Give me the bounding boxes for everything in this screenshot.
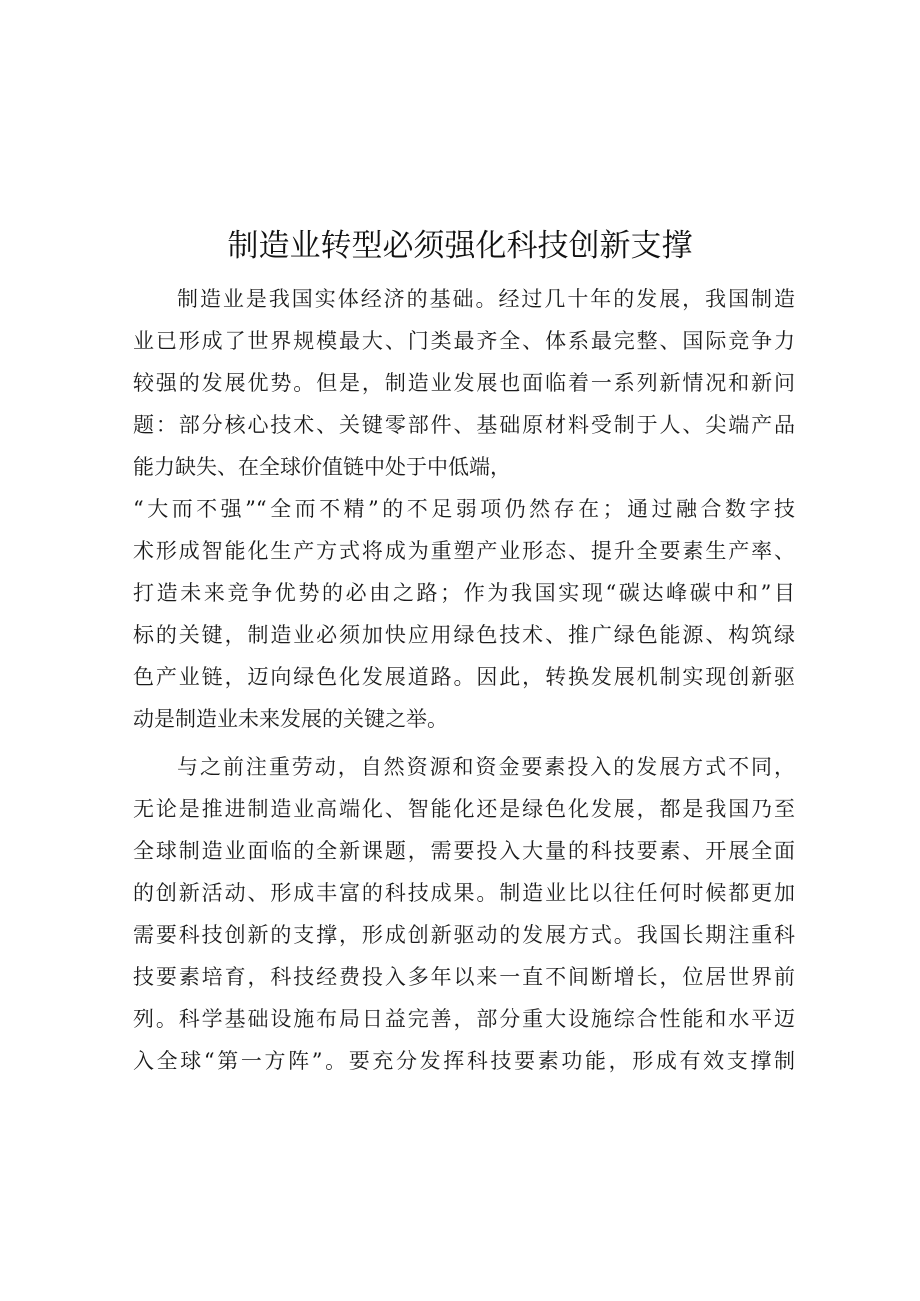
- paragraph-1: [133, 278, 795, 740]
- paragraph-line: “大而不强”“全而不精”的不足弱项仍然存在；通过融合数字技: [133, 497, 795, 521]
- paragraph-line: 与之前注重劳动，自然资源和资金要素投入的发展方式不同，: [177, 755, 795, 779]
- paragraph-line: 业已形成了世界规模最大、门类最齐全、体系最完整、国际竞争力: [133, 329, 795, 353]
- paragraph-2: [133, 746, 795, 1082]
- paragraph-line: 制造业是我国实体经济的基础。经过几十年的发展，我国制造: [177, 287, 795, 311]
- paragraph-line: 打造未来竞争优势的必由之路；作为我国实现“碳达峰碳中和”目: [133, 581, 795, 605]
- paragraph-line: 标的关键，制造业必须加快应用绿色技术、推广绿色能源、构筑绿: [133, 623, 795, 647]
- document-title: 制造业转型必须强化科技创新支撑: [227, 228, 693, 264]
- paragraph-line: 术形成智能化生产方式将成为重塑产业形态、提升全要素生产率、: [133, 539, 795, 563]
- paragraph-line: 需要科技创新的支撑，形成创新驱动的发展方式。我国长期注重科: [133, 923, 795, 947]
- paragraph-line: 的创新活动、形成丰富的科技成果。制造业比以往任何时候都更加: [133, 881, 795, 905]
- paragraph-line: 能力缺失、在全球价值链中处于中低端，: [133, 455, 511, 479]
- paragraph-line: 入全球“第一方阵”。要充分发挥科技要素功能，形成有效支撑制: [133, 1049, 795, 1073]
- paragraph-line: 较强的发展优势。但是，制造业发展也面临着一系列新情况和新问: [133, 371, 795, 395]
- paragraph-line: 无论是推进制造业高端化、智能化还是绿色化发展，都是我国乃至: [133, 797, 795, 821]
- paragraph-line: 全球制造业面临的全新课题，需要投入大量的科技要素、开展全面: [133, 839, 795, 863]
- paragraph-line: 动是制造业未来发展的关键之举。: [133, 707, 448, 731]
- paragraph-line: 列。科学基础设施布局日益完善，部分重大设施综合性能和水平迈: [133, 1007, 795, 1031]
- paragraph-line: 技要素培育，科技经费投入多年以来一直不间断增长，位居世界前: [133, 965, 795, 989]
- paragraph-line: 色产业链，迈向绿色化发展道路。因此，转换发展机制实现创新驱: [133, 665, 795, 689]
- paragraph-line: 题：部分核心技术、关键零部件、基础原材料受制于人、尖端产品: [133, 413, 795, 437]
